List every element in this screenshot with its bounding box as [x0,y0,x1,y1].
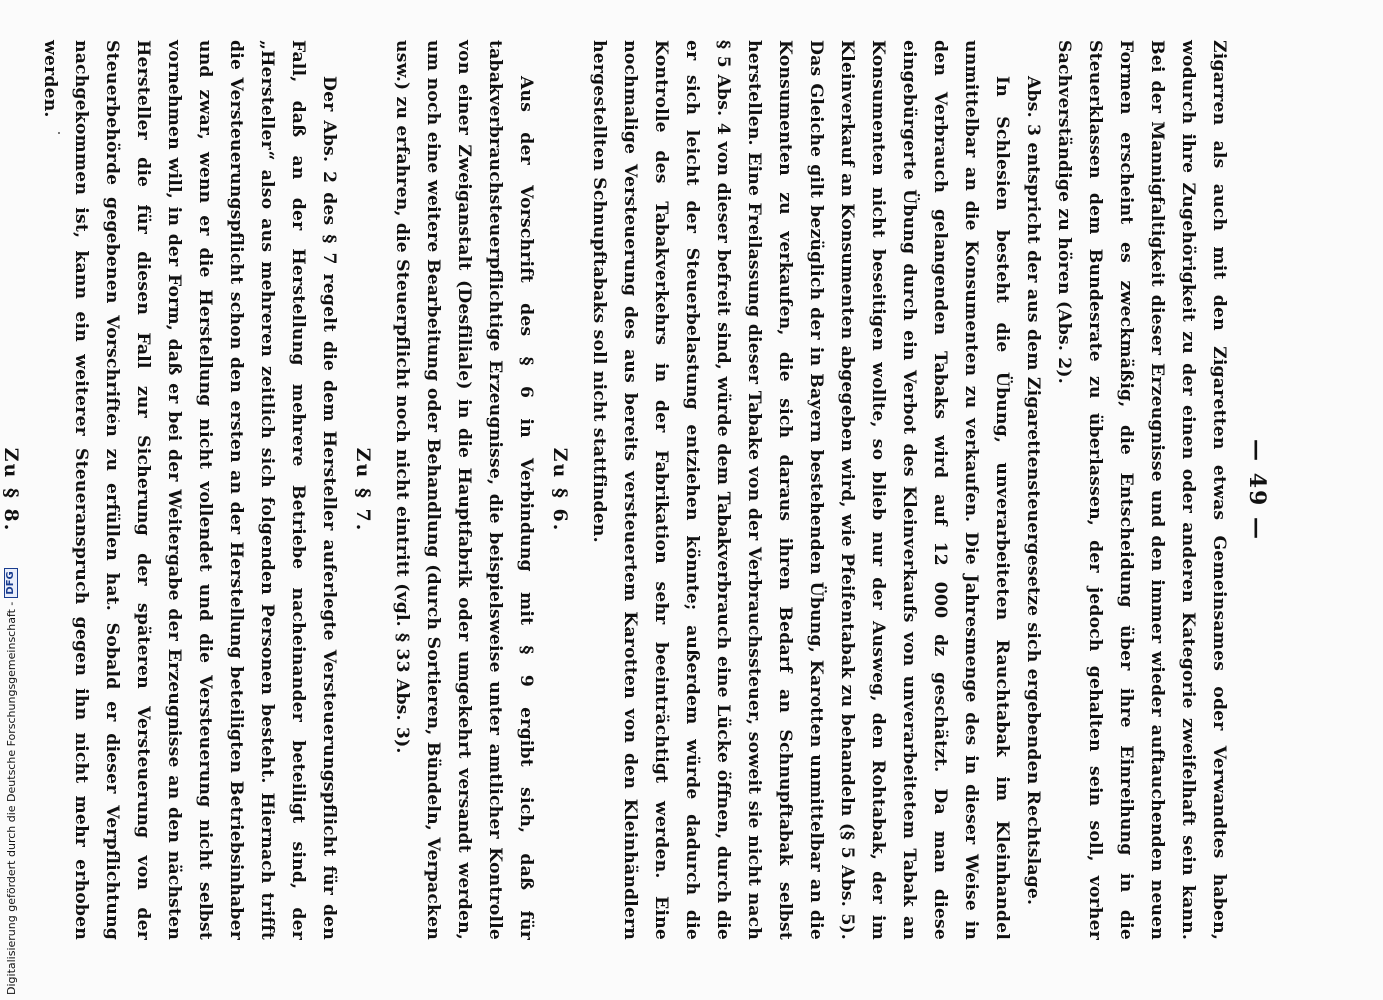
section-heading-8: Zu § 8. [0,447,22,533]
dfg-logo: DFG [4,568,18,597]
text-block-section-6 [386,40,541,940]
footer-text: Digitalisierung gefördert durch die Deutsche Forschungsgemeinschaft - [4,601,18,995]
paragraph-p2: Abs. 3 entspricht der aus dem Zigarettensteuergesetze sich ergebenden Rechtslage. [1023,76,1043,906]
paragraph-p5: Der Abs. 2 des § 7 regelt die dem Hersteller auferlegte Versteuerungspflicht für den Fall, daß an der Herstellung mehrere Betriebe nacheinander beteiligt sind, der „Hersteller“ also aus mehreren zeitlich sich folgenden Personen besteht. Hiernach trifft die Versteuerungspflicht schon den ersten an der Herstellung beteiligten Betriebsinhaber und zwar, wenn er die Herstellung nicht vollendet und die Versteuerung nicht selbst vornehmen will, in der Form, daß er bei der Weitergabe der Erzeugnisse an den nächsten Hersteller die für diesen Fall zur Sicherung der späteren Versteuerung von der Steuerbehörde gegebenen Vorschriften zu erfüllen hat. Sobald er dieser Verpflichtung nachgekommen ist, kann ein weiterer Steueranspruch gegen ihn nicht mehr erhoben werden. [40,40,339,940]
paragraph-p3: In Schlesien besteht die Übung, unverarbeiteten Rauchtabak im Kleinhandel unmittelbar an die Konsumenten zu verkaufen. Die Jahresmenge des in dieser Weise in den Verbrauch gelangenden Tabaks wird auf 12 000 dz geschätzt. Da man diese eingebürgerte Übung durch ein Verbot des Kleinverkaufs von unverarbeitetem Tabak an Konsumenten nicht beseitigen wollte, so blieb nur der Ausweg, den Rohtabak, der im Kleinverkauf an Konsumenten abgegeben wird, wie Pfeifentabak zu behandeln (§ 5 Abs. 5). Das Gleiche gilt bezüglich der in Bayern bestehenden Übung, Karotten unmittelbar an die Konsumenten zu verkaufen, die sich daraus ihren Bedarf an Schnupftabak selbst herstellen. Eine Freilassung dieser Tabake von der Verbrauchssteuer, soweit sie nicht nach § 5 Abs. 4 von dieser befreit sind, würde dem Tabakverbrauch eine Lücke öffnen, durch die er sich leicht der Steuerbelastung entziehen könnte; außerdem würde dadurch die Kontrolle des Tabakverkehrs in der Fabrikation sehr beeinträchtigt werden. Eine nochmalige Versteuerung des aus bereits versteuertem Karotten von den Kleinhändlern hergestellten Schnupftabaks soll nicht stattfinden. [589,40,1012,940]
paragraph-p1: Zigarren als auch mit den Zigaretten etwas Gemeinsames oder Verwandtes haben, wodurch ihre Zugehörigkeit zu der einen oder anderen Kategorie zweifelhaft sein kann. Bei der Mannigfaltigkeit dieser Erzeugnisse und den immer wieder auftauchenden neuen Formen erscheint es zweckmäßig, die Entscheidung über ihre Einreihung in die Steuerklassen dem Bundesrate zu überlassen, der jedoch gehalten sein soll, vorher Sachverständige zu hören (Abs. 2). [1054,40,1229,940]
page-number: — 49 — [1244,439,1270,541]
text-block-intro [583,40,1234,940]
digitization-footer [4,568,18,995]
paragraph-p4: Aus der Vorschrift des § 6 in Verbindung mit § 9 ergibt sich, daß für tabakverbrauchsteuerpflichtige Erzeugnisse, die beispielsweise unter amtlicher Kontrolle von einer Zweiganstalt (Desfiliale) in die Hauptfabrik oder umgekehrt versandt werden, um noch eine weitere Bearbeitung oder Behandlung (durch Sortieren, Bündeln, Verpacken usw.) zu erfahren, die Steuerpflicht noch nicht eintritt (vgl. § 33 Abs. 3). [392,40,536,940]
text-block-section-7 [34,40,344,940]
section-heading-7: Zu § 7. [352,447,374,533]
section-heading-6: Zu § 6. [549,447,571,533]
